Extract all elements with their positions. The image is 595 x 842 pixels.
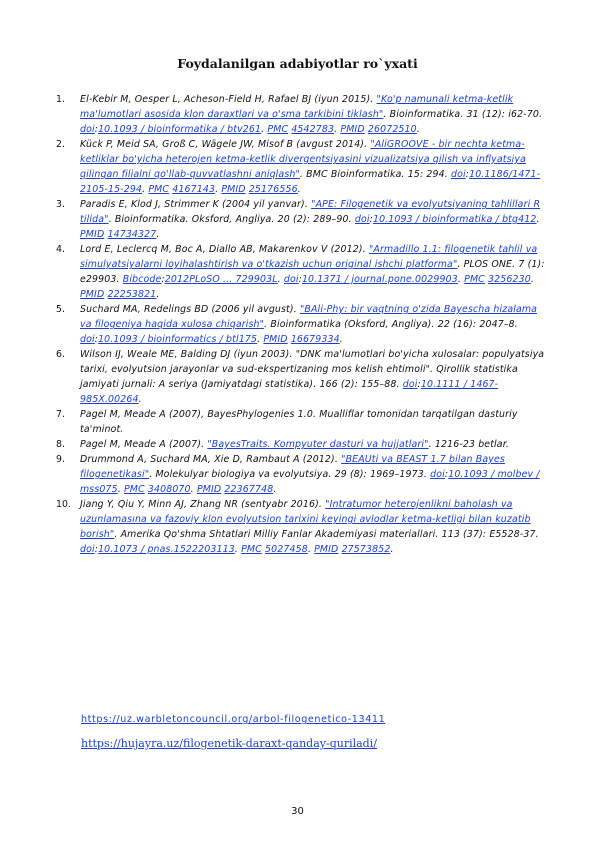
reference-text xyxy=(80,499,539,555)
reference-text-segment: . Molekulyar biologiya va evolyutsiya. 29 (8): 1969–1973. xyxy=(149,469,431,480)
reference-text-segment: : xyxy=(94,334,99,345)
reference-link[interactable]: 10.1111 / 1467-985X.00264 xyxy=(80,379,499,405)
reference-text-segment: . xyxy=(307,544,315,555)
reference-text-segment: . xyxy=(261,124,268,135)
reference-text-segment: . xyxy=(390,544,394,555)
reference-link[interactable]: 22253821 xyxy=(107,289,157,300)
reference-text-segment: : xyxy=(417,379,421,390)
reference-text-segment: . xyxy=(138,394,142,405)
reference-link[interactable]: doi xyxy=(80,124,95,135)
reference-text-segment: Suchard MA, Redelings BD (2006 yil avgust). xyxy=(80,304,300,315)
reference-text-segment: . PLOS ONE. 7 (1): e29903. xyxy=(80,259,545,285)
extra-link-hujayra[interactable]: https://hujayra.uz/filogenetik-daraxt-qanday-quriladi/ xyxy=(81,737,377,750)
reference-number: 9. xyxy=(56,454,65,465)
reference-link[interactable]: 22367748 xyxy=(224,484,274,495)
reference-text-segment: Drummond A, Suchard MA, Xie D, Rambaut A (2012). xyxy=(80,454,342,465)
reference-item xyxy=(56,437,550,452)
reference-text-segment: . xyxy=(530,274,534,285)
reference-link[interactable]: 27573852 xyxy=(341,544,391,555)
reference-link[interactable]: PMID xyxy=(340,124,365,135)
reference-link[interactable]: PMID xyxy=(263,334,288,345)
reference-link[interactable]: 4167143 xyxy=(172,184,216,195)
reference-link[interactable]: 2012PLoSO ... 729903L xyxy=(164,274,278,285)
reference-link[interactable]: 10.1093 / bioinformatika / btg412 xyxy=(372,214,537,225)
reference-text-segment: El-Kebir M, Oesper L, Acheson-Field H, Rafael BJ (iyun 2015). xyxy=(80,94,377,105)
reference-link[interactable]: 10.1093 / molbev / mss075 xyxy=(80,469,540,495)
reference-link[interactable]: doi xyxy=(451,169,466,180)
reference-link[interactable]: doi xyxy=(354,214,370,225)
reference-link[interactable]: doi xyxy=(430,469,445,480)
reference-number: 6. xyxy=(56,349,65,360)
reference-text-segment: Kück P, Meid SA, Groß C, Wägele JW, Misof B (avgust 2014). xyxy=(80,139,371,150)
reference-text-segment: : xyxy=(298,274,302,285)
reference-text-segment: . Bioinformatika (Oksford, Angliya). 22 (16): 2047–8. xyxy=(264,319,518,330)
reference-item xyxy=(56,137,550,197)
reference-link[interactable]: "BayesTraits. Kompyuter dasturi va hujjatlari" xyxy=(207,439,429,450)
reference-link[interactable]: 10.1371 / journal.pone.0029903 xyxy=(301,274,458,285)
reference-text-segment: . xyxy=(257,334,264,345)
reference-text-segment: . xyxy=(297,184,301,195)
reference-number: 5. xyxy=(56,304,65,315)
reference-text-segment: Lord E, Leclercq M, Boc A, Diallo AB, Makarenkov V (2012). xyxy=(80,244,369,255)
reference-link[interactable]: "BEAUti va BEAST 1.7 bilan Bayes filogenetikasi" xyxy=(80,454,505,480)
reference-text-segment: . xyxy=(339,334,343,345)
reference-text-segment: Pagel M, Meade A (2007), BayesPhylogenies 1.0. Mualliflar tomonidan tarqatilgan dasturiy ta'minot. xyxy=(80,409,518,435)
page-title: Foydalanilgan adabiyotlar ro`yxati xyxy=(177,56,418,71)
reference-link[interactable]: 10.1186/1471-2105-15-294 xyxy=(80,169,541,195)
reference-text-segment: . xyxy=(273,484,277,495)
reference-item xyxy=(56,347,550,407)
reference-link[interactable]: 3408070 xyxy=(147,484,191,495)
reference-link[interactable]: "BAli-Phy: bir vaqtning o'zida Bayescha hizalama va filogeniya haqida xulosa chiqarish" xyxy=(80,304,538,330)
reference-text-segment: . xyxy=(117,484,124,495)
reference-text-segment: . xyxy=(334,124,341,135)
reference-text-segment: Jiang Y, Qiu Y, Minn AJ, Zhang NR (sentyabr 2016). xyxy=(80,499,326,510)
reference-item xyxy=(56,197,550,242)
reference-text xyxy=(80,244,545,300)
reference-text xyxy=(80,304,537,345)
reference-link[interactable]: PMC xyxy=(464,274,485,285)
reference-text-segment: . xyxy=(416,124,420,135)
reference-item xyxy=(56,242,550,302)
reference-text-segment: . BMC Bioinformatika. 15: 294. xyxy=(299,169,452,180)
reference-link[interactable]: "Ko'p namunali ketma-ketlik ma'lumotlari asosida klon daraxtlari va o'sma tarkibini tiklash" xyxy=(80,94,514,120)
reference-text xyxy=(80,139,540,195)
reference-text xyxy=(80,439,509,450)
page-number: 30 xyxy=(291,806,304,817)
reference-text-segment: : xyxy=(465,169,470,180)
reference-number: 7. xyxy=(56,409,65,420)
reference-link[interactable]: PMID xyxy=(80,289,105,300)
reference-link[interactable]: 14734327 xyxy=(107,229,157,240)
reference-link[interactable]: PMC xyxy=(241,544,262,555)
reference-item xyxy=(56,497,550,557)
reference-text-segment: : xyxy=(161,274,165,285)
reference-text-segment: : xyxy=(94,124,99,135)
reference-text-segment: Pagel M, Meade A (2007). xyxy=(80,439,208,450)
reference-link[interactable]: PMC xyxy=(123,484,145,495)
reference-text-segment: . xyxy=(457,274,465,285)
reference-list xyxy=(56,92,550,557)
reference-link[interactable]: "Intratumor heterojenlikni baholash va uzunlamasına va fazoviy klon evolyutsion tarixini keyingi avlodlar ketma-ketligi bilan kuzatib borish" xyxy=(80,499,531,540)
reference-number: 1. xyxy=(56,94,65,105)
reference-text-segment: Paradis E, Klod J, Strimmer K (2004 yil yanvar). xyxy=(80,199,312,210)
reference-link[interactable]: doi xyxy=(283,274,299,285)
reference-text xyxy=(80,409,518,435)
reference-text-segment: . xyxy=(190,484,197,495)
reference-text xyxy=(80,94,542,135)
reference-text-segment: : xyxy=(94,544,99,555)
reference-link[interactable]: 4542783 xyxy=(291,124,335,135)
reference-link[interactable]: PMC xyxy=(267,124,289,135)
reference-link[interactable]: 10.1073 / pnas.1522203113 xyxy=(98,544,235,555)
reference-link[interactable]: 5027458 xyxy=(265,544,308,555)
reference-text xyxy=(80,454,540,495)
reference-link[interactable]: 3256230 xyxy=(488,274,531,285)
reference-text-segment: . xyxy=(277,274,284,285)
reference-text-segment: . Bioinformatika. 31 (12): i62-70. xyxy=(383,109,543,120)
reference-item xyxy=(56,302,550,347)
extra-link-warbletoncouncil[interactable]: https://uz.warbletoncouncil.org/arbol-filogenetico-13411 xyxy=(81,714,386,725)
reference-link[interactable]: doi xyxy=(80,334,95,345)
reference-text-segment: . Amerika Qo'shma Shtatlari Milliy Fanlar Akademiyasi materiallari. 113 (37): E5528-37. xyxy=(114,529,539,540)
reference-text xyxy=(80,349,544,405)
reference-text-segment: . xyxy=(156,229,160,240)
reference-number: 3. xyxy=(56,199,65,210)
reference-link[interactable]: doi xyxy=(80,544,95,555)
reference-link[interactable]: 25176556 xyxy=(248,184,298,195)
reference-number: 2. xyxy=(56,139,65,150)
reference-link[interactable]: 10.1093 / bioinformatics / btl175 xyxy=(98,334,258,345)
reference-link[interactable]: Bibcode xyxy=(122,274,162,285)
reference-item xyxy=(56,407,550,437)
reference-link[interactable]: PMID xyxy=(314,544,339,555)
reference-link[interactable]: "AliGROOVE - bir nechta ketma-ketliklar bo'yicha heterojen ketma-ketlik divergentsiyasini vizualizatsiya qilish va inflyatsiya qilingan filialni qo'llab-quvvatlashni aniqlash" xyxy=(80,139,526,180)
reference-text-segment: . Bioinformatika. Oksford, Angliya. 20 (2): 289–90. xyxy=(108,214,355,225)
reference-text-segment: Wilson IJ, Weale ME, Balding DJ (iyun 2003). "DNK ma'lumotlari bo'yicha xulosalar: populyatsiya tarixi, evolyutsion jarayonlar va sud-ekspertizaning mos kelish ehtimoli". Qirollik statistika jamiyati jurnali: A seriya (Jamiyatdagi statistika). 166 (2): 155–88. xyxy=(80,349,545,390)
reference-text-segment: : xyxy=(444,469,449,480)
reference-link[interactable]: doi xyxy=(402,379,418,390)
reference-text-segment: . 1216-23 betlar. xyxy=(428,439,509,450)
reference-item xyxy=(56,92,550,137)
reference-link[interactable]: 16679334 xyxy=(290,334,340,345)
reference-text-segment: . xyxy=(142,184,149,195)
reference-item xyxy=(56,452,550,497)
reference-link[interactable]: "APE: Filogenetik va evolyutsiyaning tahlillari R tilida" xyxy=(80,199,541,225)
reference-text xyxy=(80,199,540,240)
reference-number: 4. xyxy=(56,244,65,255)
reference-link[interactable]: PMC xyxy=(148,184,170,195)
reference-link[interactable]: 26072510 xyxy=(367,124,417,135)
reference-link[interactable]: PMID xyxy=(196,484,222,495)
reference-text-segment: . xyxy=(156,289,160,300)
reference-link[interactable]: PMID xyxy=(221,184,246,195)
reference-text-segment: : xyxy=(369,214,373,225)
reference-number: 10. xyxy=(56,499,71,510)
reference-number: 8. xyxy=(56,439,65,450)
reference-link[interactable]: "Armadillo 1.1: filogenetik tahlil va simulyatsiyalarni loyihalashtirish va o'tkazish uchun original ishchi platforma" xyxy=(80,244,538,270)
reference-link[interactable]: PMID xyxy=(80,229,105,240)
reference-text-segment: . xyxy=(234,544,242,555)
reference-text-segment: . xyxy=(536,214,540,225)
reference-text-segment: . xyxy=(215,184,222,195)
reference-link[interactable]: 10.1093 / bioinformatika / btv261 xyxy=(98,124,262,135)
